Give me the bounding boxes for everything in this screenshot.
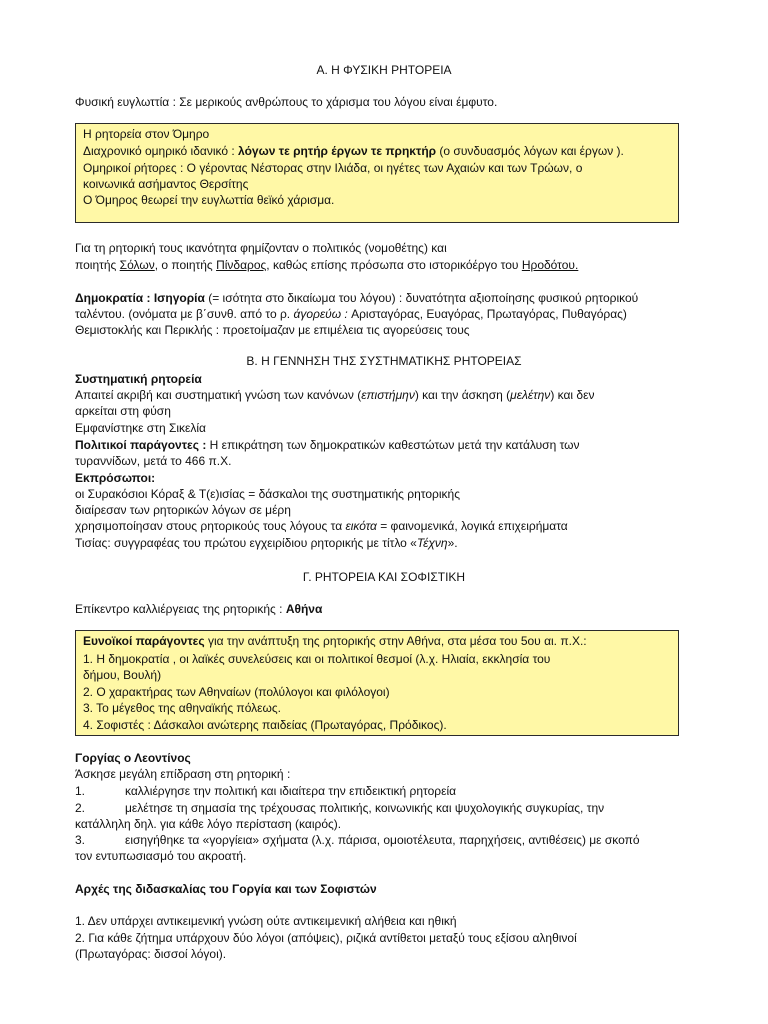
paragraph-line: κατάλληλη δηλ. για κάθε λόγο περίσταση (καιρός). xyxy=(75,817,342,831)
subheading: Εκπρόσωποι: xyxy=(75,471,156,485)
homer-box xyxy=(75,123,679,223)
text-span: (ο συνδυασμός λόγων και έργων ). xyxy=(436,144,624,158)
section-b-title: Β. Η ΓΕΝΝΗΣΗ ΤΗΣ ΣΥΣΤΗΜΑΤΙΚΗΣ ΡΗΤΟΡΕΙΑΣ xyxy=(246,354,522,368)
homer-box-line xyxy=(83,144,624,159)
pindar-name: Πίνδαρος xyxy=(216,258,267,272)
item-number: 3. xyxy=(75,833,86,847)
factors-box-item: 4. Σοφιστές : Δάσκαλοι ανώτερης παιδείας (Πρωταγόρας, Πρόδικος). xyxy=(83,718,447,732)
text-span: εισηγήθηκε τα «γοργίεια» σχήματα (λ.χ. πάρισα, ομοιοτέλευτα, παρηχήσεις, αντιθέσεις) με σκοπό xyxy=(125,833,640,847)
paragraph-line xyxy=(75,388,594,403)
text-span: ) και δεν xyxy=(550,388,595,402)
paragraph-line xyxy=(75,438,580,453)
paragraph-line: Άσκησε μεγάλη επίδραση στη ρητορική : xyxy=(75,767,291,781)
verb-italic: άγορεύω : xyxy=(293,307,352,321)
paragraph-line xyxy=(75,258,578,273)
democracy-line: Θεμιστοκλής και Περικλής : προετοίμαζαν με επιμέλεια τις αγορεύσεις τους xyxy=(75,323,470,337)
text-span: ». xyxy=(447,536,458,550)
political-factors-label: Πολιτικοί παράγοντες : xyxy=(75,438,210,452)
subheading: Συστηματική ρητορεία xyxy=(75,372,202,386)
text-span: = φαινομενικά, λογικά επιχειρήματα xyxy=(376,519,568,533)
numbered-item xyxy=(75,801,604,816)
homer-box-line: Ο Όμηρος θεωρεί την ευγλωττία θεϊκό χάρισμα. xyxy=(83,193,335,207)
principle-item: 1. Δεν υπάρχει αντικειμενική γνώση ούτε αντικειμενική αλήθεια και ηθική xyxy=(75,914,457,928)
italic-term: εικότα xyxy=(345,519,377,533)
paragraph-line xyxy=(75,536,458,551)
text-span: για την ανάπτυξη της ρητορικής στην Αθήνα, στα μέσα του 5ου αι. π.Χ.: xyxy=(204,634,587,648)
democracy-line xyxy=(75,291,638,306)
numbered-item xyxy=(75,833,640,848)
athens-name: Αθήνα xyxy=(285,602,323,616)
text-span: Τισίας: συγγραφέας του πρώτου εγχειρίδιου ρητορικής με τίτλο « xyxy=(75,536,417,550)
factors-box-item: 3. Το μέγεθος της αθηναϊκής πόλεως. xyxy=(83,701,281,715)
factors-box-title xyxy=(83,634,587,649)
paragraph-line xyxy=(75,602,322,617)
italic-term: Τέχνη xyxy=(416,536,448,550)
text-span: χρησιμοποίησαν στους ρητορικούς τους λόγους τα xyxy=(75,519,346,533)
text-span: (= ισότητα στο δικαίωμα του λόγου) : δυνατότητα αξιοποίησης φυσικού ρητορικού xyxy=(204,291,639,305)
section-a-title: Α. Η ΦΥΣΙΚΗ ΡΗΤΟΡΕΙΑ xyxy=(316,63,452,77)
text-span: Απαιτεί ακριβή και συστηματική γνώση των κανόνων ( xyxy=(75,388,362,402)
paragraph-line: τυραννίδων, μετά το 466 π.Χ. xyxy=(75,454,232,468)
paragraph-line: τον εντυπωσιασμό του ακροατή. xyxy=(75,849,247,863)
text-span: Η επικράτηση των δημοκρατικών καθεστώτων μετά την κατάλυση των xyxy=(209,438,580,452)
principle-item: 2. Για κάθε ζήτημα υπάρχουν δύο λόγοι (απόψεις), ριζικά αντίθετοι μεταξύ τους εξίσου αληθινοί xyxy=(75,931,577,945)
italic-term: επιστήμην xyxy=(361,388,415,402)
democracy-term: Δημοκρατία : Ισηγορία xyxy=(75,291,205,305)
intro-line: Φυσική ευγλωττία : Σε μερικούς ανθρώπους το χάρισμα του λόγου είναι έμφυτο. xyxy=(75,95,498,109)
solon-name: Σόλων xyxy=(119,258,155,272)
paragraph-line: Για τη ρητορική τους ικανότητα φημίζονταν ο πολιτικός (νομοθέτης) και xyxy=(75,241,447,255)
factors-box-item: 2. Ο χαρακτήρας των Αθηναίων (πολύλογοι και φιλόλογοι) xyxy=(83,685,390,699)
factors-box xyxy=(75,630,679,736)
text-span: Διαχρονικό ομηρικό ιδανικό : xyxy=(83,144,239,158)
text-span: Επίκεντρο καλλιέργειας της ρητορικής : xyxy=(75,602,286,616)
homer-box-line: Ομηρικοί ρήτορες : Ο γέροντας Νέστορας στην Ιλιάδα, οι ηγέτες των Αχαιών και των Τρώων, ο xyxy=(83,161,583,175)
democracy-line xyxy=(75,307,627,322)
factors-box-item: 1. Η δημοκρατία , οι λαϊκές συνελεύσεις και οι πολιτικοί θεσμοί (λ.χ. Ηλιαία, εκκλησία του xyxy=(83,652,551,666)
homer-box-title: Η ρητορεία στον Όμηρο xyxy=(83,127,210,141)
principles-title: Αρχές της διδασκαλίας του Γοργία και των Σοφιστών xyxy=(75,882,377,896)
paragraph-line xyxy=(75,519,568,534)
factors-box-item: δήμου, Βουλή) xyxy=(83,668,162,682)
text-span: καλλιέργησε την πολιτική και ιδιαίτερα την επιδεικτική ρητορεία xyxy=(125,784,457,798)
item-number: 1. xyxy=(75,784,86,798)
homer-quote: λόγων τε ρητήρ έργων τε πρηκτήρ xyxy=(238,144,437,158)
herodotus-name: Ηροδότου. xyxy=(521,258,579,272)
text-span: , καθώς επίσης πρόσωπα στο ιστορικόέργο του xyxy=(266,258,522,272)
homer-box-line: κοινωνικά ασήμαντος Θερσίτης xyxy=(83,177,249,191)
text-span: , ο ποιητής xyxy=(154,258,217,272)
item-number: 2. xyxy=(75,801,86,815)
paragraph-line: αρκείται στη φύση xyxy=(75,404,171,418)
gorgias-title: Γοργίας ο Λεοντίνος xyxy=(75,751,191,765)
section-c-title: Γ. ΡΗΤΟΡΕΙΑ ΚΑΙ ΣΟΦΙΣΤΙΚΗ xyxy=(302,570,466,584)
paragraph-line: Εμφανίστηκε στη Σικελία xyxy=(75,421,206,435)
paragraph-line: (Πρωταγόρας: δισσοί λόγοι). xyxy=(75,947,227,961)
numbered-item xyxy=(75,784,456,799)
text-span: ταλέντου. (ονόματα με β΄συνθ. από το ρ. xyxy=(75,307,294,321)
text-span: Ευνοϊκοί παράγοντες xyxy=(83,634,205,648)
text-span: ποιητής xyxy=(75,258,120,272)
paragraph-line: διαίρεσαν των ρητορικών λόγων σε μέρη xyxy=(75,503,291,517)
text-span: Αρισταγόρας, Ευαγόρας, Πρωταγόρας, Πυθαγόρας) xyxy=(351,307,627,321)
text-span: μελέτησε τη σημασία της τρέχουσας πολιτικής, κοινωνικής και ψυχολογικής συγκυρίας, την xyxy=(125,801,605,815)
text-span: ) και την άσκηση ( xyxy=(414,388,511,402)
paragraph-line: οι Συρακόσιοι Κόραξ & Τ(ε)ισίας = δάσκαλοι της συστηματικής ρητορικής xyxy=(75,487,460,501)
italic-term: μελέτην xyxy=(510,388,551,402)
